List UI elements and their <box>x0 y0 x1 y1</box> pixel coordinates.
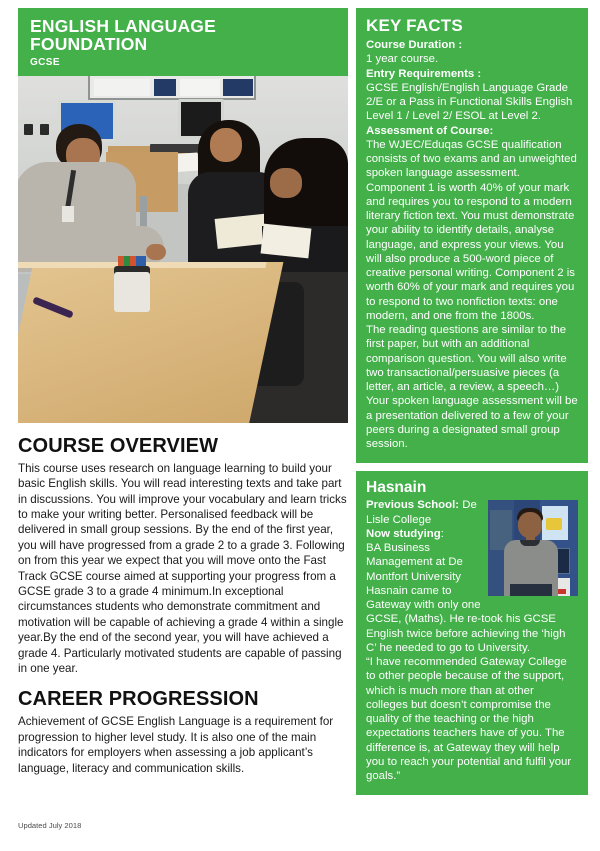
now-studying-label: Now studying <box>366 527 441 540</box>
photo-board-sheet-3 <box>180 79 220 96</box>
course-overview-heading: COURSE OVERVIEW <box>18 434 219 457</box>
previous-school-label: Previous School: <box>366 499 460 512</box>
key-facts-title: KEY FACTS <box>366 16 463 35</box>
student-testimonial-panel <box>356 471 588 795</box>
photo-table <box>18 262 283 423</box>
page-header <box>18 8 348 76</box>
photo-socket-right <box>40 124 49 135</box>
student-photo <box>488 500 578 596</box>
key-facts-panel <box>356 8 588 463</box>
photo-whiteboard <box>88 76 256 100</box>
student-name: Hasnain <box>366 479 427 497</box>
photo-student-centre-face <box>210 128 242 162</box>
photo-open-book-right <box>261 223 312 258</box>
updated-note: Updated July 2018 <box>18 821 82 830</box>
entry-requirements-label: Entry Requirements : <box>366 67 482 80</box>
now-studying-value: BA Business Management at De Montfort University <box>366 542 463 583</box>
page-subtitle: GCSE <box>30 56 60 68</box>
assessment-paragraph-1: The WJEC/Eduqas GCSE qualification consists of two exams and an unweighted spoken language assessment. <box>366 138 577 180</box>
assessment-label: Assessment of Course: <box>366 124 494 137</box>
career-progression-heading: CAREER PROGRESSION <box>18 688 259 711</box>
course-overview-text: This course uses research on language learning to build your basic English skills. You will read interesting texts and take part in discussions. You will improve your vocabulary and learn tricks to make your writing better. Personalised feedback will be delivered in small group sessions. By the end of the first year, you will have progressed from a grade 2 to a grade 3. Following on from this year we expect that you will move onto the Fast Track GCSE course aimed at supporting your progress from a GCSE grade 3 to a grade 4 minimum.In exceptional circumstances students who demonstrate commitment and motivation will be capable of achieving a grade 4 within a single year.By the end of the second year, you will have achieved a grade 4. Particularly motivated students are capable of passing in one year. <box>18 461 347 676</box>
photo-board-sheet-4 <box>223 79 253 96</box>
photo-board-sheet-1 <box>94 79 150 96</box>
previous-school-value: De Lisle College <box>366 499 477 526</box>
student-photo-poster-top <box>542 506 568 540</box>
photo-socket-left <box>24 124 33 135</box>
student-story: Hasnain came to Gateway with only one GCSE, (Maths). He re-took his GCSE English twice before achieving the ‘high C’ he needed to go to University. <box>366 584 566 654</box>
left-column <box>18 8 348 776</box>
course-duration-label: Course Duration : <box>366 39 463 51</box>
course-duration-value: 1 year course. <box>366 53 439 66</box>
classroom-photo <box>18 76 348 423</box>
student-photo-poster-graphic <box>546 518 562 530</box>
now-studying-colon: : <box>440 527 444 540</box>
photo-id-badge <box>62 206 74 222</box>
assessment-paragraph-3: The reading questions are similar to the first paper, but with an additional comparison question. You will also write two transactional/persuasive pieces (a letter, an article, a review, a speech…) <box>366 324 567 393</box>
entry-requirements-value: GCSE English/English Language Grade 2/E or a Pass in Functional Skills English Level 1 / Level 2/ ESOL at Level 2. <box>366 81 573 123</box>
career-progression-text: Achievement of GCSE English Language is a requirement for progression to higher level study. It is also one of the main indicators for employers when assessing a job applicant’s language, literacy and communication skills. <box>18 715 334 775</box>
student-quote: “I have recommended Gateway College to other people because of the support, which is much more than at other colleges but doesn’t compromise the quality of the teaching or the high expectations teachers have of you. The difference is, at Gateway they will help you to reach your potential and fulfil your goals.” <box>366 656 572 782</box>
student-photo-waistband <box>510 584 552 596</box>
assessment-paragraph-4: Your spoken language assessment will be a presentation delivered to a few of your peers during a designated small group session. <box>366 395 578 450</box>
right-column <box>356 8 588 795</box>
photo-board-sheet-2 <box>154 79 176 96</box>
photo-student-right-face <box>270 168 302 198</box>
page-title: ENGLISH LANGUAGE FOUNDATION <box>30 16 216 55</box>
photo-student-left-hand <box>146 244 166 260</box>
assessment-paragraph-2: Component 1 is worth 40% of your mark and requires you to respond to a modern literary fiction text. You must demonstrate your ability to identify details, analyse language, and express your views. You will also produce a 500-word piece of creative personal writing. Component 2 is worth 60% of your mark and requires you to respond to two nonfiction texts: one modern, and one from the 1800s. <box>366 181 575 322</box>
photo-pen-pot <box>114 272 150 312</box>
